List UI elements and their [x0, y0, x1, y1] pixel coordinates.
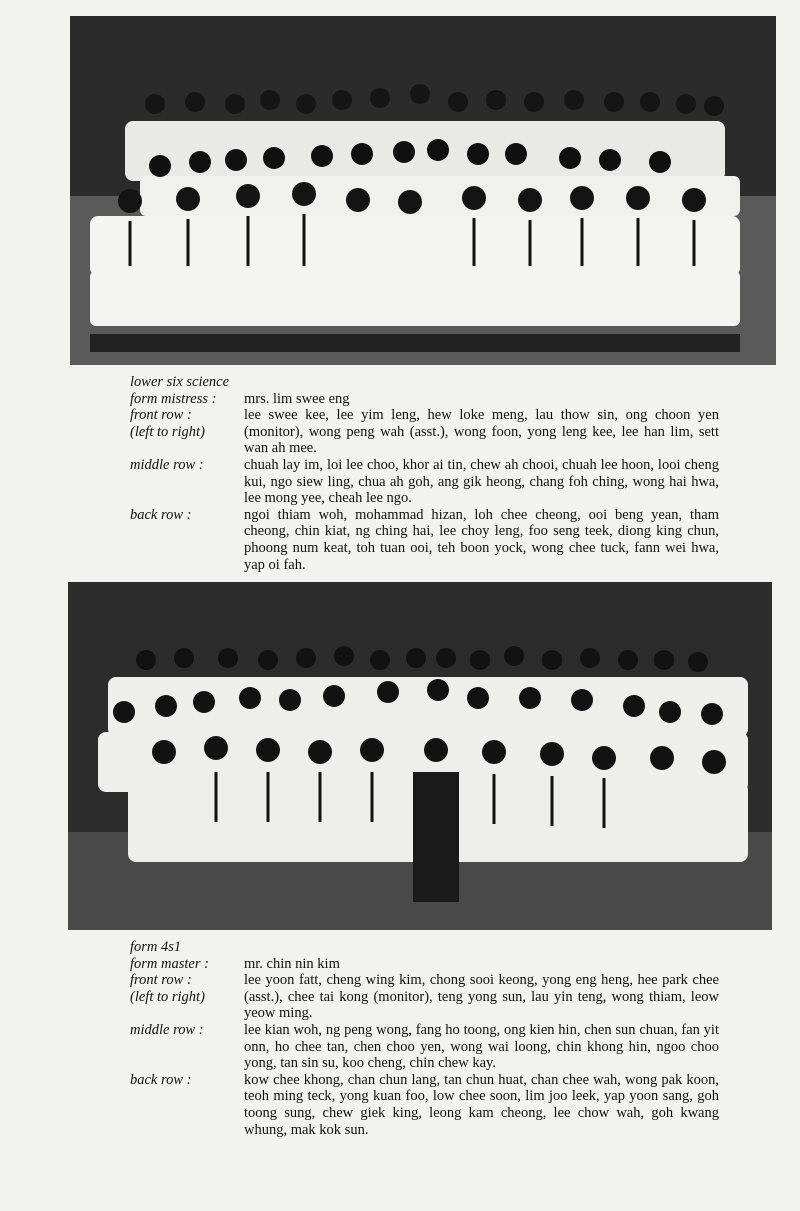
row-text: lee swee kee, lee yim leng, hew loke meng, lau thow sin, ong choon yen (monitor), wong peng wah (asst.), wong foon, yong leng kee, lee han lim, sett wan ah mee.: [244, 407, 719, 457]
row-text: kow chee khong, chan chun lang, tan chun huat, chan chee wah, wong pak koon, teoh ming teck, yong kuan foo, low chee soon, lim joo leek, yap yoon sang, goh toong sung, chew giek king, leong kam cheong, lee chow wah, goh kwang whung, mak kok sun.: [244, 1071, 719, 1138]
caption-row-back: [130, 1072, 719, 1138]
caption-row-middle: [130, 457, 719, 507]
class-photo-drawing: [70, 16, 776, 365]
row-label: front row : (left to right): [130, 972, 205, 1005]
caption-row-front: [130, 407, 719, 457]
caption-row-back: [130, 507, 719, 573]
row-text: chuah lay im, loi lee choo, khor ai tin, chew ah chooi, chuah lee hoon, looi cheng kui, ngo siew ling, chua ah goh, ang gik heong, chang foh ching, wong hai hwa, lee mong yee, cheah lee ngo.: [244, 456, 719, 507]
caption-row-form-master: [130, 956, 719, 973]
class-photo-lower-six-science: [70, 16, 776, 365]
row-text: lee kian woh, ng peng wong, fang ho toong, ong kien hin, chen sun chuan, fan yit onn, ho chee tan, chen choo yen, wong wai loong, chin khong hin, ngoo choo yong, tan sin su, koo cheng, chin chew kay.: [244, 1021, 719, 1072]
class-photo-drawing: [68, 582, 772, 930]
row-label: form mistress :: [130, 390, 217, 407]
caption-row-front: [130, 972, 719, 1022]
row-label: middle row :: [130, 456, 204, 473]
caption-lower-six-science: [130, 374, 719, 573]
row-label: front row : (left to right): [130, 407, 205, 440]
row-label: middle row :: [130, 1021, 204, 1038]
class-photo-form-4s1: [68, 582, 772, 930]
caption-form-4s1: [130, 939, 719, 1138]
row-text: ngoi thiam woh, mohammad hizan, loh chee cheong, ooi beng yean, tham cheong, chin kiat, ng ching hai, lee choy leng, foo seng teek, diong king chun, phoong num keat, toh tuan ooi, teh boon yock, wong chee tuck, fann wei hwa, yap oi fah.: [244, 506, 719, 573]
caption-row-form-mistress: [130, 391, 719, 408]
caption-row-middle: [130, 1022, 719, 1072]
row-text: mrs. lim swee eng: [244, 390, 350, 407]
row-text: mr. chin nin kim: [244, 955, 340, 972]
row-label: form master :: [130, 955, 209, 972]
class-title: form 4s1: [130, 939, 182, 955]
class-title: lower six science: [130, 374, 230, 390]
row-label: back row :: [130, 1071, 192, 1088]
row-label: back row :: [130, 506, 192, 523]
row-text: lee yoon fatt, cheng wing kim, chong sooi keong, yong eng heng, hee park chee (asst.), chee tai kong (monitor), teng yong sun, lau yin teng, wong thiam, leow yeow ming.: [244, 972, 719, 1022]
